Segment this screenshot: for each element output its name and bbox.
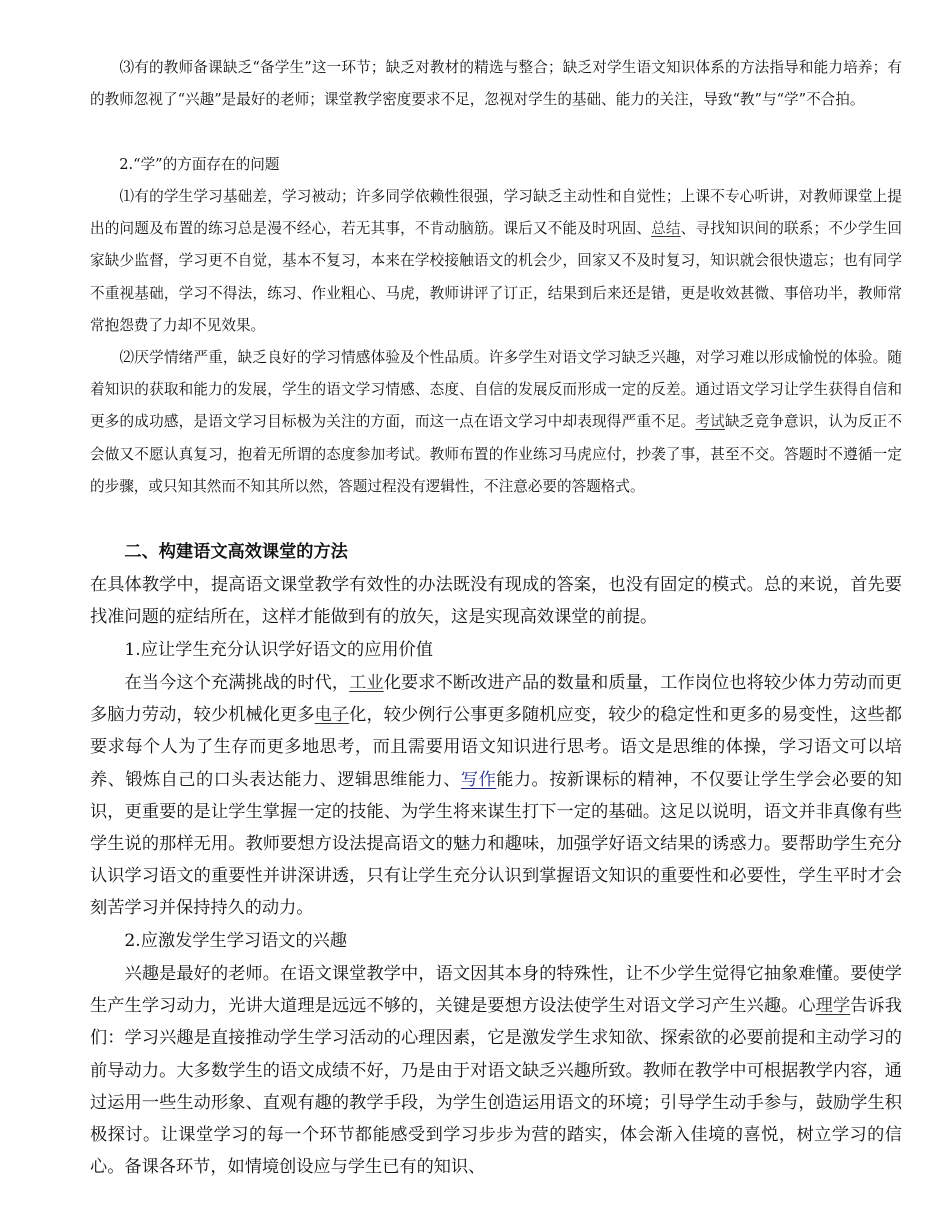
inline-link[interactable]: 总结 [651, 220, 681, 238]
text-run: 能力。按新课标的精神，不仅要让学生学会必要的知识，更重要的是让学生掌握一定的技能、为学生将来谋生打下一定的基础。这足以说明，语文并非真像有些学生说的那样无用。教师要想方设法提高语文的魅力和趣味，加强学好语文结果的诱惑力。要帮助学生充分认识学习语文的重要性并讲深讲透，只有让学生充分认识到掌握语文知识的重要性和必要性，学生平时才会刻苦学习并保持持久的动力。 [90, 769, 902, 919]
heading-learning-problems [90, 149, 902, 181]
text-run: 二、构建语文高效课堂的方法 [90, 542, 348, 562]
text-run: 在具体教学中，提高语文课堂教学有效性的办法既没有现成的答案，也没有固定的模式。总的来说，首先要找准问题的症结所在，这样才能做到有的放矢，这是实现高效课堂的前提。 [90, 575, 902, 628]
paragraph-intro-methods [90, 569, 902, 633]
text-run: 兴趣是最好的老师。在语文课堂教学中，语文因其本身的特殊性，让不少学生觉得它抽象难懂。要使学生产生学习动力，光讲大道理是远远不够的，关键是要想方设法使学生对语文学习产生兴趣。心 [90, 964, 902, 1017]
paragraph-teacher-prep-issue [90, 52, 902, 116]
text-run: 2.“学”的方面存在的问题 [90, 156, 280, 173]
text-run: 、寻找知识间的联系；不少学生回家缺少监督，学习更不自觉，基本不复习，本来在学校接触语文的机会少，回家又不及时复习，知识就会很快遗忘；也有同学不重视基础，学习不得法，练习、作业粗心、马虎，教师讲评了订正，结果到后来还是错，更是收效甚微、事倍功半，教师常常抱怨费了力却不见效果。 [90, 220, 902, 334]
text-run: 1.应让学生充分认识学好语文的应用价值 [90, 640, 433, 660]
text-run: 2.应激发学生学习语文的兴趣 [90, 931, 348, 951]
heading-application-value [90, 634, 902, 666]
inline-link[interactable]: 电子 [314, 705, 350, 726]
text-run: 缺乏竞争意识，认为反正不会做又不愿认真复习，抱着无所谓的态度参加考试。教师布置的作业练习马虎应付，抄袭了事，甚至不交。答题时不遵循一定的步骤，或只知其然而不知其所以然，答题过程没有逻辑性，不注意必要的答题格式。 [90, 413, 902, 495]
text-run: 化，较少例行公事更多随机应变，较少的稳定性和更多的易变性，这些都要求每个人为了生存而更多地思考，而且需要用语文知识进行思考。语文是思维的体操，学习语文可以培养、锻炼自己的口头表达能力、逻辑思维能力、 [90, 705, 902, 790]
heading-stimulate-interest [90, 925, 902, 957]
text-run: ⑴有的学生学习基础差，学习被动；许多同学依赖性很强，学习缺乏主动性和自觉性；上课不专心听讲，对教师课堂上提出的问题及布置的练习总是漫不经心，若无其事，不肯动脑筋。课后又不能及时巩固、 [90, 188, 902, 238]
paragraph-study-aversion [90, 342, 902, 503]
section-heading-efficient-classroom [90, 536, 902, 568]
paragraph-stimulate-interest [90, 958, 902, 1183]
text-run: ⑵厌学情绪严重，缺乏良好的学习情感体验及个性品质。许多学生对语文学习缺乏兴趣，对学习难以形成愉悦的体验。随着知识的获取和能力的发展，学生的语文学习情感、态度、自信的发展反而形成一定的反差。通过语文学习让学生获得自信和更多的成功感，是语文学习目标极为关注的方面，而这一点在语文学习中却表现得严重不足。 [90, 349, 902, 431]
text-run: 化要求不断改进产品的数量和质量，工作岗位也将较少体力劳动而更多脑力劳动，较少机械化更多 [90, 673, 902, 726]
inline-link[interactable]: 写作 [460, 769, 497, 790]
inline-link[interactable]: 理学 [815, 996, 851, 1017]
text-run: 在当今这个充满挑战的时代， [90, 673, 350, 693]
inline-link[interactable]: 考试 [695, 413, 725, 431]
text-run: 告诉我们：学习兴趣是直接推动学生学习活动的心理因素，它是激发学生求知欲、探索欲的必要前提和主动学习的前导动力。大多数学生的语文成绩不好，乃是由于对语文缺乏兴趣所致。教师在教学中可根据教学内容，通过运用一些生动形象、直观有趣的教学手段，为学生创造运用语文的环境；引导学生动手参与，鼓励学生积极探讨。让课堂学习的每一个环节都能感受到学习步步为营的踏实，体会渐入佳境的喜悦，树立学习的信心。备课各环节，如情境创设应与学生已有的知识、 [90, 996, 902, 1178]
inline-link[interactable]: 工业 [349, 673, 384, 693]
paragraph-application-value [90, 667, 902, 925]
text-run: ⑶有的教师备课缺乏“备学生”这一环节；缺乏对教材的精选与整合；缺乏对学生语文知识体系的方法指导和能力培养；有的教师忽视了“兴趣”是最好的老师；课堂教学密度要求不足，忽视对学生的基础、能力的关注，导致“教”与“学”不合拍。 [90, 59, 902, 109]
paragraph-weak-foundation [90, 181, 902, 342]
